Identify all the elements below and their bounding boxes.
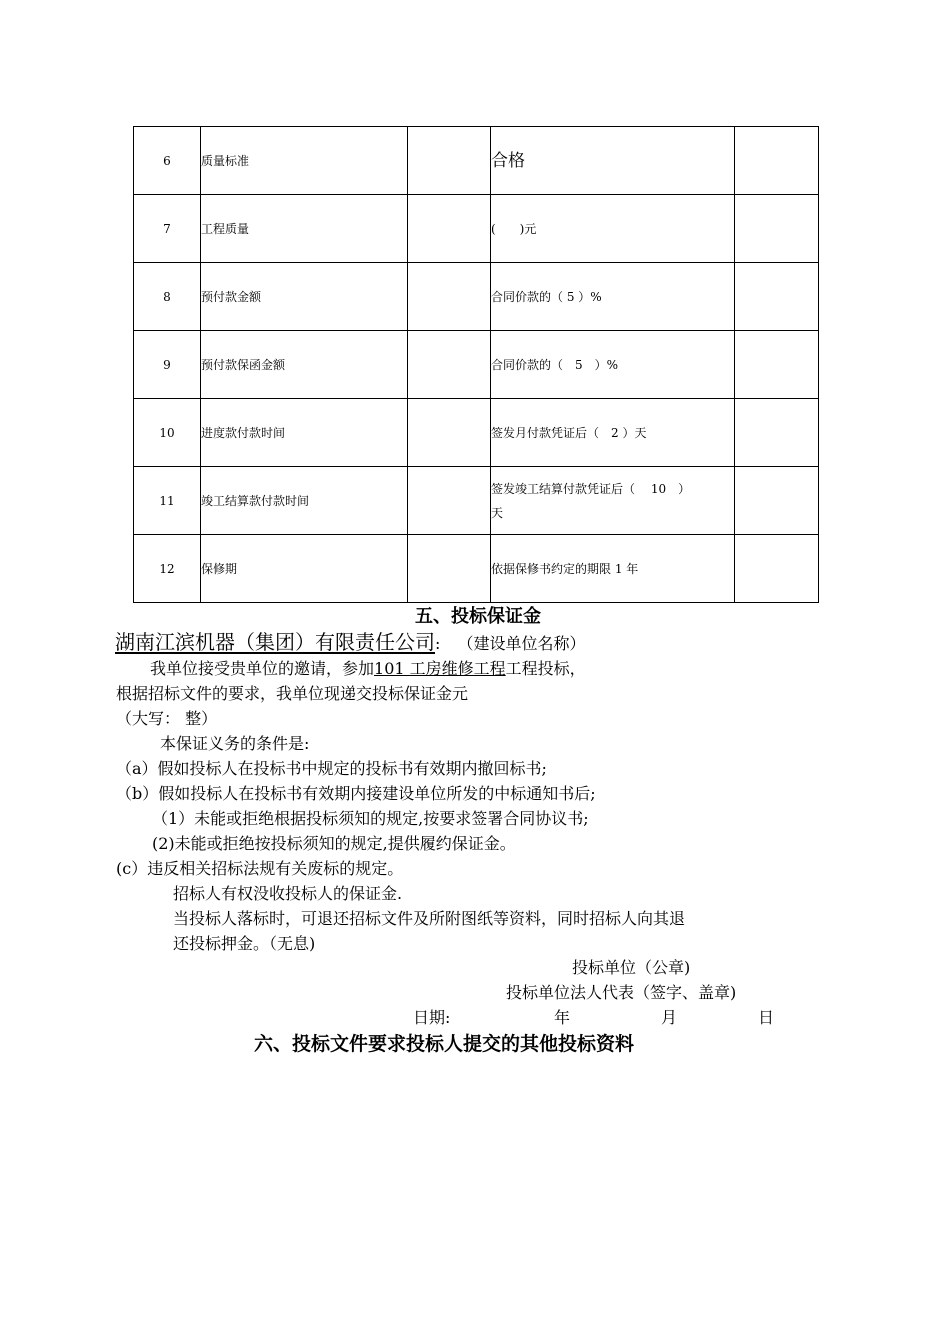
table-row: [134, 195, 819, 263]
forfeit-line: 招标人有权没收投标人的保证金.: [173, 884, 403, 903]
invitation-text-end: 工程投标，: [505, 659, 586, 678]
date-day: 日: [758, 1008, 775, 1027]
row-note-cell: [735, 331, 819, 399]
condition-b2: (2)未能或拒绝按投标须知的规定,提供履约保证金。: [152, 834, 516, 853]
row-value-line1: 签发竣工结算付款凭证后（ 10 ）: [491, 481, 691, 496]
row-blank-cell: [408, 535, 491, 603]
row-item: 进度款付款时间: [201, 399, 408, 467]
row-value: [491, 467, 735, 535]
row-note-cell: [735, 263, 819, 331]
date-month: 月: [661, 1008, 678, 1027]
row-value: 签发月付款凭证后（ 2 ）天: [491, 399, 735, 467]
table-row: [134, 467, 819, 535]
row-value: 合同价款的（ 5 ）%: [491, 263, 735, 331]
table-row: [134, 263, 819, 331]
row-number: 12: [134, 535, 201, 603]
row-note-cell: [735, 467, 819, 535]
invitation-text: 我单位接受贵单位的邀请，参加: [150, 659, 375, 678]
invitation-line: [150, 656, 586, 679]
condition-c: (c）违反相关招标法规有关废标的规定。: [116, 859, 404, 878]
row-value: ( )元: [491, 195, 735, 263]
row-note-cell: [735, 399, 819, 467]
condition-a: （a）假如投标人在投标书中规定的投标书有效期内撤回标书;: [116, 759, 547, 778]
row-value-line2: 天: [491, 505, 504, 520]
row-number: 6: [134, 127, 201, 195]
table-row: [134, 127, 819, 195]
row-note-cell: [735, 195, 819, 263]
row-blank-cell: [408, 399, 491, 467]
row-blank-cell: [408, 467, 491, 535]
company-name: 湖南江滨机器（集团）有限责任公司: [115, 630, 435, 654]
row-note-cell: [735, 535, 819, 603]
row-item: 质量标准: [201, 127, 408, 195]
row-value: 合格: [491, 127, 735, 195]
row-item: 预付款保函金额: [201, 331, 408, 399]
row-blank-cell: [408, 263, 491, 331]
section6-title: 六、投标文件要求投标人提交的其他投标资料: [254, 1033, 635, 1055]
section5-title: 五、投标保证金: [415, 606, 541, 627]
project-name: 101 工房维修工程: [374, 659, 506, 678]
condition-b1: （1）未能或拒绝根据投标须知的规定,按要求签署合同协议书;: [152, 809, 589, 828]
row-blank-cell: [408, 127, 491, 195]
table-row: [134, 331, 819, 399]
table-row: [134, 535, 819, 603]
company-note: （建设单位名称）: [457, 634, 586, 653]
row-value: 合同价款的（ 5 ）%: [491, 331, 735, 399]
row-number: 8: [134, 263, 201, 331]
row-number: 7: [134, 195, 201, 263]
refund-line: 当投标人落标时，可退还招标文件及所附图纸等资料，同时招标人向其退: [173, 909, 686, 928]
row-blank-cell: [408, 195, 491, 263]
row-item: 保修期: [201, 535, 408, 603]
legal-rep-signature: 投标单位法人代表（签字、盖章): [506, 983, 737, 1002]
amount-words-line: （大写： 整）: [116, 709, 218, 728]
conditions-heading: 本保证义务的条件是:: [160, 734, 310, 753]
date-label: 日期:: [413, 1008, 451, 1027]
company-line: [115, 626, 586, 655]
condition-b: （b）假如投标人在投标书有效期内接建设单位所发的中标通知书后;: [116, 784, 596, 803]
row-note-cell: [735, 127, 819, 195]
row-value: 依据保修书约定的期限 1 年: [491, 535, 735, 603]
row-item: 竣工结算款付款时间: [201, 467, 408, 535]
company-colon: :: [435, 634, 441, 653]
table-row: [134, 399, 819, 467]
row-number: 9: [134, 331, 201, 399]
date-year: 年: [554, 1008, 571, 1027]
bond-line: 根据招标文件的要求，我单位现递交投标保证金元: [116, 684, 469, 703]
bidder-seal: 投标单位（公章): [572, 958, 691, 977]
row-blank-cell: [408, 331, 491, 399]
row-number: 10: [134, 399, 201, 467]
row-item: 预付款金额: [201, 263, 408, 331]
row-item: 工程质量: [201, 195, 408, 263]
terms-table: [133, 126, 819, 603]
row-number: 11: [134, 467, 201, 535]
refund-line-cont: 还投标押金。（无息): [173, 934, 316, 953]
